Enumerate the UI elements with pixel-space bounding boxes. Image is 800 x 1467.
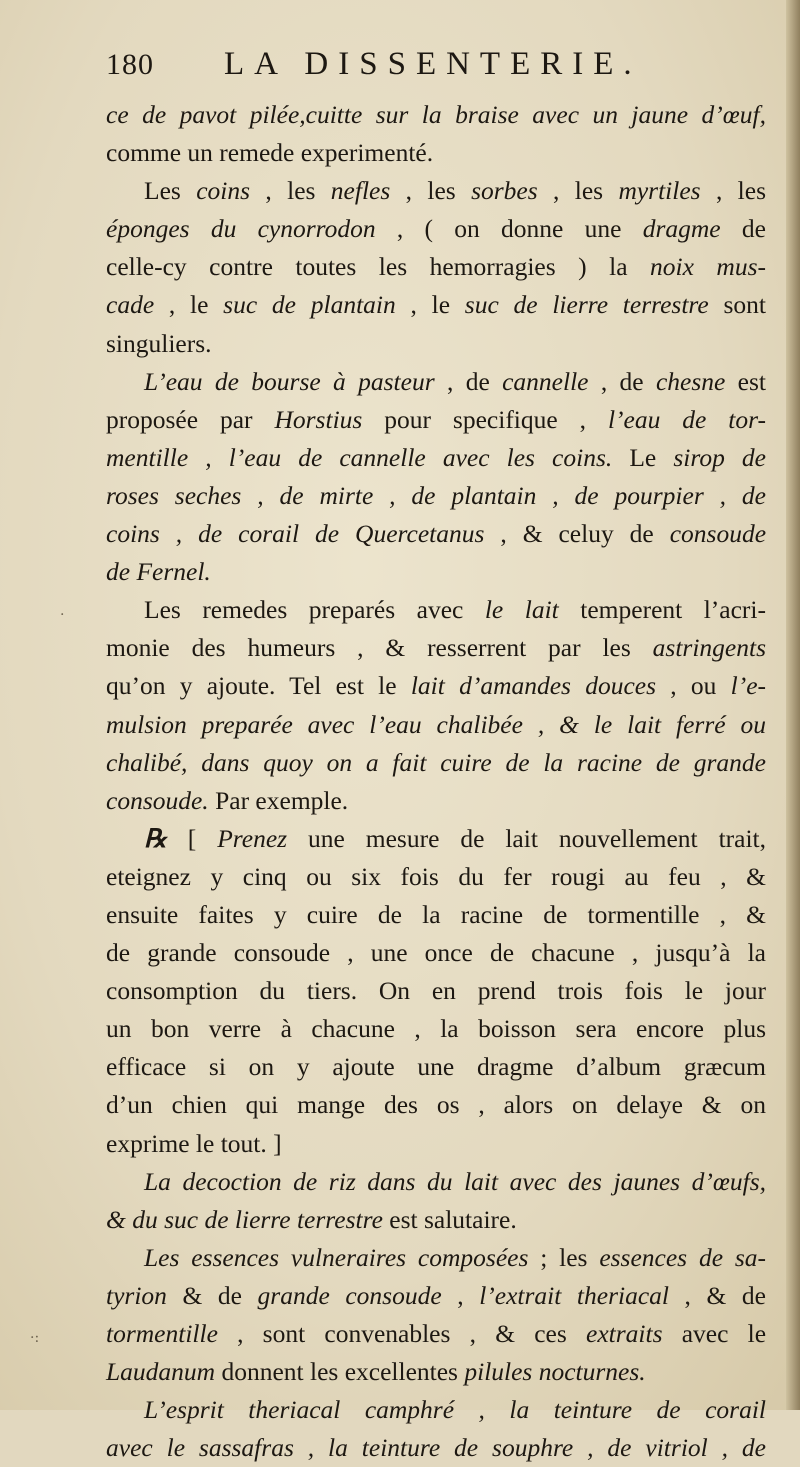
italic-segment: pilules nocturnes.	[464, 1357, 646, 1387]
italic-segment: l’extrait theriacal	[479, 1280, 669, 1310]
text-line	[106, 1391, 766, 1429]
text-segment: exprime le tout. ]	[106, 1128, 282, 1158]
margin-dot-mark: .	[60, 603, 65, 619]
text-segment: , & de	[668, 1280, 766, 1310]
text-segment: de	[720, 214, 766, 244]
italic-segment: mentille , l’eau de cannelle avec les coins.	[106, 442, 613, 472]
text-segment: d’un chien qui mange des os , alors on delaye & on	[106, 1090, 766, 1120]
text-segment: , & celuy de	[484, 519, 670, 549]
italic-segment: astringents	[652, 633, 766, 663]
italic-segment: chesne	[655, 366, 726, 396]
italic-segment: sirop de	[673, 442, 766, 472]
text-segment: , les	[537, 176, 619, 206]
text-segment: donnent les excellentes	[215, 1357, 465, 1387]
text-line	[106, 1201, 766, 1239]
text-line	[106, 1048, 766, 1086]
text-segment: Le	[612, 442, 674, 472]
text-segment: une mesure de lait nouvellement trait,	[287, 823, 767, 853]
italic-segment: tormentille	[106, 1319, 218, 1348]
text-segment: , les	[390, 176, 472, 206]
italic-segment: essences de sa-	[599, 1242, 767, 1272]
text-line	[106, 858, 766, 896]
text-line	[106, 401, 766, 439]
italic-segment: roses seches , de mirte , de plantain , de pourpier , de	[106, 480, 766, 510]
text-segment: ; les	[528, 1242, 600, 1272]
text-line	[106, 172, 766, 210]
page-spine-shadow	[786, 0, 800, 1410]
text-line	[106, 1010, 766, 1048]
text-line	[106, 934, 766, 972]
italic-segment: consoude	[669, 519, 767, 549]
italic-segment: nefles	[330, 176, 391, 206]
italic-segment: suc de lierre terrestre	[464, 290, 709, 320]
italic-segment: lait d’amandes douces	[410, 671, 657, 701]
text-line	[106, 477, 766, 515]
italic-segment: de Fernel.	[106, 557, 211, 587]
text-line	[106, 1429, 766, 1467]
text-segment: ensuite faites y cuire de la racine de tormentille , &	[106, 899, 766, 929]
text-segment: comme un remede experimenté.	[106, 138, 434, 168]
italic-segment: Les essences vulneraires composées	[144, 1242, 529, 1272]
text-segment: consomption du tiers. On en prend trois fois le jour	[106, 976, 766, 1006]
text-line	[106, 363, 766, 401]
text-line	[106, 591, 766, 629]
text-line	[106, 667, 766, 705]
italic-segment: mulsion preparée avec l’eau chalibée , & le lait ferré ou	[106, 709, 766, 739]
text-segment: Les remedes preparés avec	[144, 595, 485, 625]
italic-segment: extraits	[586, 1319, 663, 1348]
text-line	[106, 325, 766, 363]
text-segment: est salutaire.	[382, 1204, 517, 1234]
text-line	[106, 972, 766, 1010]
text-segment: , de	[588, 366, 656, 396]
italic-segment: cade	[106, 290, 155, 320]
text-line	[106, 1277, 766, 1315]
body-text	[106, 96, 766, 1467]
text-line	[106, 820, 766, 858]
text-segment: monie des humeurs , & resserrent par les	[106, 633, 653, 663]
text-segment: Par exemple.	[208, 785, 349, 815]
text-segment: ,	[441, 1280, 480, 1310]
text-segment: [	[166, 823, 218, 853]
text-segment: singuliers.	[106, 328, 212, 358]
running-header	[106, 46, 766, 96]
text-segment: , ou	[656, 671, 731, 701]
italic-segment: chalibé, dans quoy on a fait cuire de la racine de grande	[106, 747, 766, 777]
text-segment: de grande consoude , une once de chacune , jusqu’à la	[106, 938, 766, 968]
italic-segment: La decoction de riz dans du lait avec des jaunes d’œufs,	[144, 1166, 766, 1196]
italic-segment: tyrion	[106, 1280, 167, 1310]
text-line	[106, 1353, 766, 1391]
italic-segment: myrtiles	[618, 176, 701, 206]
text-segment: un bon verre à chacune , la boisson sera encore plus	[106, 1014, 766, 1044]
italic-segment: le lait	[484, 595, 559, 625]
text-segment: avec le	[662, 1319, 767, 1348]
italic-segment: ce de pavot pilée,cuitte sur la braise avec un jaune d’œuf,	[106, 100, 766, 129]
italic-segment: Laudanum	[106, 1357, 216, 1387]
text-line	[106, 515, 766, 553]
italic-segment: grande consoude	[257, 1280, 442, 1310]
text-segment: pour specifique ,	[362, 404, 608, 434]
text-segment: , le	[395, 290, 465, 320]
text-segment: , de	[434, 366, 503, 396]
text-line	[106, 1239, 766, 1277]
text-segment: , le	[154, 290, 224, 320]
italic-segment: éponges du cynorrodon	[106, 214, 376, 244]
text-segment: eteignez y cinq ou six fois du fer rougi au feu , &	[106, 861, 766, 891]
italic-segment: consoude.	[106, 785, 209, 815]
text-segment: , sont convenables , & ces	[217, 1319, 586, 1348]
italic-segment: suc de plantain	[223, 290, 396, 320]
text-segment: efficace si on y ajoute une dragme d’album græcum	[106, 1052, 766, 1082]
italic-segment: Horstius	[274, 404, 363, 434]
running-title: LA DISSENTERIE.	[224, 46, 642, 82]
recipe-symbol: ℞	[144, 823, 167, 853]
text-line	[106, 210, 766, 248]
italic-segment: cannelle	[502, 366, 589, 396]
text-segment: , les	[700, 176, 767, 206]
text-line	[106, 1125, 766, 1163]
italic-segment: L’eau de bourse à pasteur	[144, 366, 435, 396]
italic-segment: avec le sassafras , la teinture de souphre , de vitriol , de	[106, 1433, 766, 1463]
text-line	[106, 286, 766, 324]
text-segment: qu’on y ajoute. Tel est le	[106, 671, 411, 701]
italic-segment: coins	[196, 176, 251, 206]
margin-ink-mark: ·:	[30, 1330, 40, 1346]
italic-segment: l’eau de tor-	[607, 404, 766, 434]
text-segment: est	[725, 366, 767, 396]
text-line	[106, 896, 766, 934]
text-segment: , les	[250, 176, 331, 206]
text-segment: & de	[166, 1280, 258, 1310]
text-line	[106, 629, 766, 667]
text-line	[106, 134, 766, 172]
text-line	[106, 1086, 766, 1124]
text-line	[106, 248, 766, 286]
italic-segment: Prenez	[217, 823, 288, 853]
text-line	[106, 744, 766, 782]
text-line	[106, 1163, 766, 1201]
text-line	[106, 1315, 766, 1353]
italic-segment: noix mus-	[650, 252, 767, 282]
text-block	[106, 46, 766, 1467]
italic-segment: sorbes	[471, 176, 538, 206]
text-line	[106, 439, 766, 477]
italic-segment: & du suc de lierre terrestre	[106, 1204, 383, 1234]
text-segment: , ( on donne une	[375, 214, 643, 244]
text-segment: Les	[144, 176, 197, 206]
text-line	[106, 782, 766, 820]
italic-segment: L’esprit theriacal camphré , la teinture de corail	[144, 1395, 766, 1425]
text-segment: proposée par	[106, 404, 275, 434]
text-segment: temperent l’acri-	[558, 595, 766, 625]
italic-segment: l’e-	[730, 671, 767, 701]
italic-segment: coins , de corail de Quercetanus	[106, 519, 485, 549]
text-line	[106, 96, 766, 134]
text-line	[106, 553, 766, 591]
text-line	[106, 706, 766, 744]
page-number: 180	[106, 48, 154, 81]
italic-segment: dragme	[642, 214, 721, 244]
text-segment: celle-cy contre toutes les hemorragies ) la	[106, 252, 651, 282]
text-segment: sont	[708, 290, 766, 320]
